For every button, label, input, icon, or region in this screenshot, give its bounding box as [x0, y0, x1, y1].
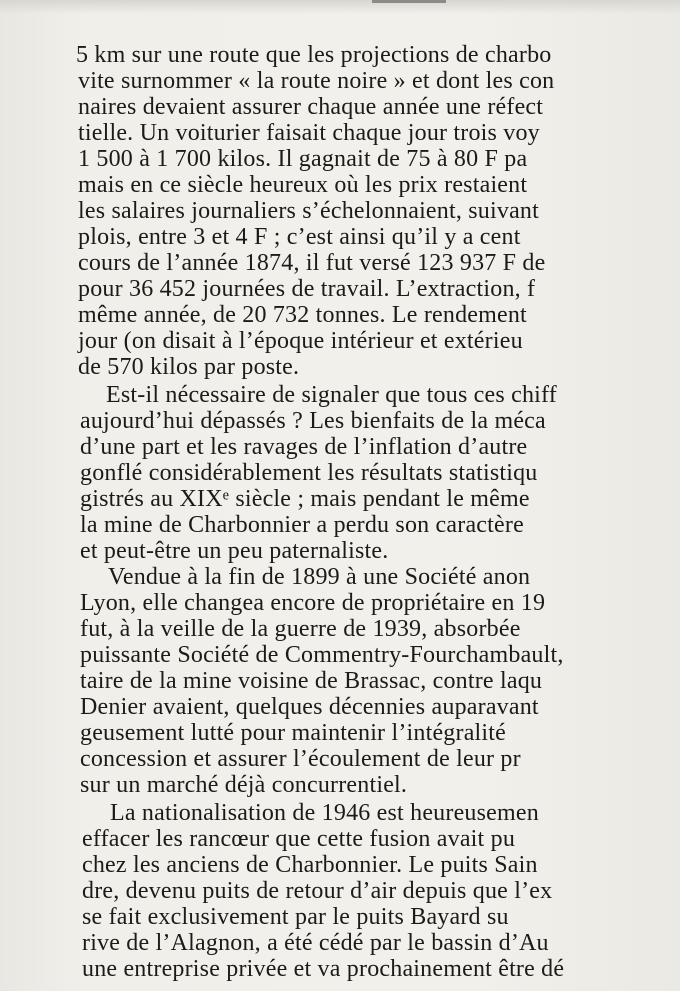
text-line: cours de l’année 1874, il fut versé 123 937 F de	[78, 250, 546, 276]
text-line: geusement lutté pour maintenir l’intégralité	[80, 720, 506, 746]
text-line: aujourd’hui dépassés ? Les bienfaits de la méca	[80, 408, 546, 434]
text-line: et peut-être un peu paternaliste.	[80, 538, 389, 564]
text-line: puissante Société de Commentry-Fourchambault,	[80, 642, 564, 668]
text-line: se fait exclusivement par le puits Bayard su	[82, 904, 509, 930]
text-line: gistrés au XIXᵉ siècle ; mais pendant le même	[80, 486, 530, 512]
text-line: les salaires journaliers s’échelonnaient, suivant	[78, 198, 539, 224]
text-line: concession et assurer l’écoulement de leur pr	[80, 746, 521, 772]
text-line: effacer les rancœur que cette fusion avait pu	[82, 826, 516, 852]
text-line: jour (on disait à l’époque intérieur et extérieu	[78, 328, 523, 354]
text-line: 5 km sur une route que les projections de charbo	[76, 42, 552, 68]
text-line: mais en ce siècle heureux où les prix restaient	[78, 172, 528, 198]
text-line: vite surnommer « la route noire » et dont les con	[78, 68, 555, 94]
text-line: taire de la mine voisine de Brassac, contre laqu	[80, 668, 543, 694]
text-line: d’une part et les ravages de l’inflation d’autre	[80, 434, 528, 460]
page-top-shadow	[0, 0, 680, 14]
text-line: rive de l’Alagnon, a été cédé par le bassin d’Au	[82, 930, 549, 956]
text-line: 1 500 à 1 700 kilos. Il gagnait de 75 à 80 F pa	[78, 146, 528, 172]
text-line: dre, devenu puits de retour d’air depuis que l’ex	[82, 878, 553, 904]
text-line: fut, à la veille de la guerre de 1939, absorbée	[80, 616, 521, 642]
text-line: Lyon, elle changea encore de propriétaire en 19	[80, 590, 546, 616]
text-line: même année, de 20 732 tonnes. Le rendement	[78, 302, 527, 328]
text-line: de 570 kilos par poste.	[78, 354, 300, 380]
text-line: Vendue à la fin de 1899 à une Société anon	[108, 564, 531, 590]
text-line: La nationalisation de 1946 est heureusemen	[110, 800, 539, 826]
page-top-edge-mark	[372, 0, 446, 3]
text-line: la mine de Charbonnier a perdu son caractère	[80, 512, 524, 538]
text-line: Est-il nécessaire de signaler que tous ces chiff	[106, 382, 557, 408]
text-line: pour 36 452 journées de travail. L’extraction, f	[78, 276, 536, 302]
text-line: gonflé considérablement les résultats statistiqu	[80, 460, 538, 486]
text-line: naires devaient assurer chaque année une réfect	[78, 94, 544, 120]
text-line: Denier avaient, quelques décennies auparavant	[80, 694, 539, 720]
text-line: sur un marché déjà concurrentiel.	[80, 772, 408, 798]
text-line: une entreprise privée et va prochainement être dé	[82, 956, 565, 982]
text-line: chez les anciens de Charbonnier. Le puits Sain	[82, 852, 538, 878]
text-line: plois, entre 3 et 4 F ; c’est ainsi qu’il y a cent	[78, 224, 521, 250]
text-line: tielle. Un voiturier faisait chaque jour trois voy	[78, 120, 540, 146]
